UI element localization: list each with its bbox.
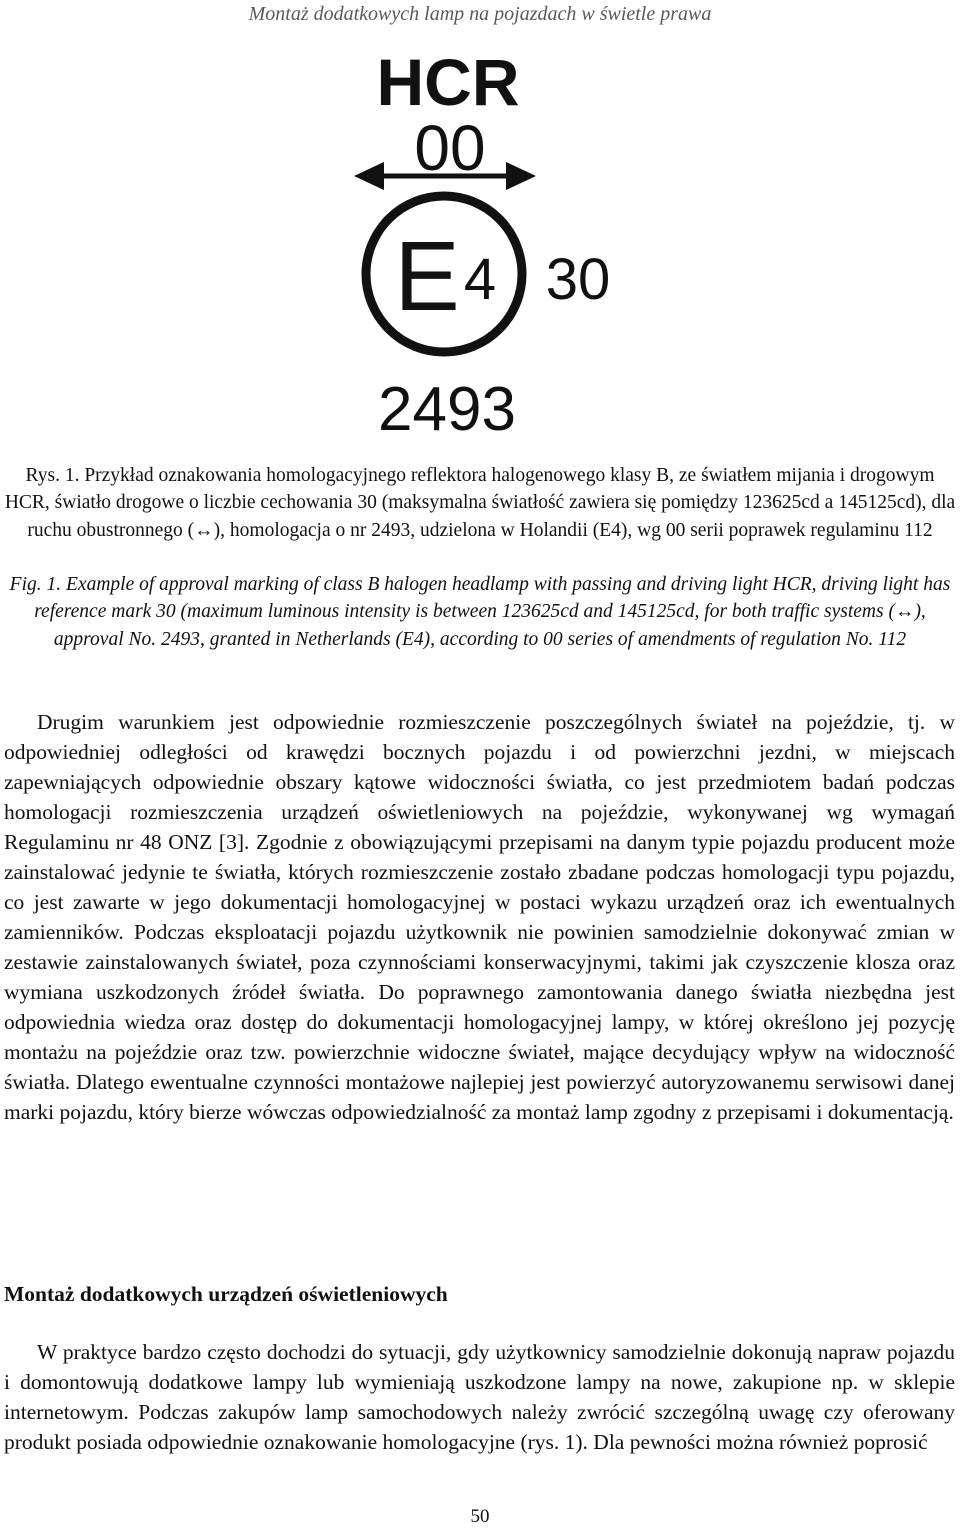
approval-mark-figure	[340, 40, 640, 440]
section-heading: Montaż dodatkowych urządzeń oświetleniowych	[4, 1282, 448, 1306]
figure-caption-pl: Rys. 1. Przykład oznakowania homologacyjnego reflektora halogenowego klasy B, ze światłem mijania i drogowym HCR, światło drogowe o liczbie cechowania 30 (maksymalna światłość zawiera się pomiędzy 123625cd a 145125cd), dla ruchu obustronnego (↔), homologacja o nr 2493, udzielona w Holandii (E4), wg 00 serii poprawek regulaminu 112	[4, 465, 956, 541]
circle-letter-text: E	[394, 221, 460, 331]
page-number: 50	[470, 1506, 490, 1527]
body-paragraph-1: Drugim warunkiem jest odpowiednie rozmieszczenie poszczególnych świateł na pojeździe, tj. w odpowiedniej odległości od krawędzi bocznych pojazdu i od powierzchni jezdni, w miejscach zapewniających odpowiednie obszary kątowe widoczności światła, co jest przedmiotem badań podczas homologacji rozmieszczenia urządzeń oświetleniowych na pojeździe, wykonywanej wg wymagań Regulaminu nr 48 ONZ [3]. Zgodnie z obowiązującymi przepisami na danym typie pojazdu producent może zainstalować jedynie te światła, których rozmieszczenie zostało zbadane podczas homologacji typu pojazdu, co jest zawarte w jego dokumentacji homologacyjnej w postaci wykazu urządzeń oraz ich ewentualnych zamienników. Podczas eksploatacji pojazdu użytkownik nie powinien samodzielnie dokonywać zmian w zestawie zainstalowanych świateł, poza czynnościami konserwacyjnymi, takimi jak czyszczenie klosza oraz wymiana uszkodzonych źródeł światła. Do poprawnego zamontowania danego światła niezbędna jest odpowiednia wiedza oraz dostęp do dokumentacji homologacyjnej lampy, w której określono jej pozycję montażu na pojeździe oraz tzw. powierzchnie widoczne świateł, mające decydujący wpływ na widoczność światła. Dlatego ewentualne czynności montażowe najlepiej jest powierzyć autoryzowanemu serwisowi danej marki pojazdu, który bierze wówczas odpowiedzialność za montaż lamp zgodny z przepisami i dokumentacją.	[4, 710, 955, 1124]
running-header: Montaż dodatkowych lamp na pojazdach w świetle prawa	[248, 3, 712, 25]
approval-number-text: 2493	[378, 375, 516, 440]
reference-mark-text: 30	[545, 247, 611, 312]
mark-hcr-text: HCR	[376, 45, 520, 119]
approval-mark-graphic	[340, 40, 640, 440]
circle-number-text: 4	[463, 247, 497, 312]
body-paragraph-2: W praktyce bardzo często dochodzi do sytuacji, gdy użytkownicy samodzielnie dokonują napraw pojazdu i domontowują dodatkowe lampy lub wymieniają uszkodzone lampy na nowe, zakupione np. w sklepie internetowym. Podczas zakupów lamp samochodowych należy zwrócić szczególną uwagę czy oferowany produkt posiada odpowiednie oznakowanie homologacyjne (rys. 1). Dla pewności można również poprosić	[4, 1340, 955, 1454]
figure-caption-en: Fig. 1. Example of approval marking of class B halogen headlamp with passing and driving light HCR, driving light has reference mark 30 (maximum luminous intensity is between 123625cd and 145125cd, for both traffic systems (↔), approval No. 2493, granted in Netherlands (E4), according to 00 series of amendments of regulation No. 112	[9, 574, 951, 650]
mark-series-text: 00	[414, 112, 486, 184]
